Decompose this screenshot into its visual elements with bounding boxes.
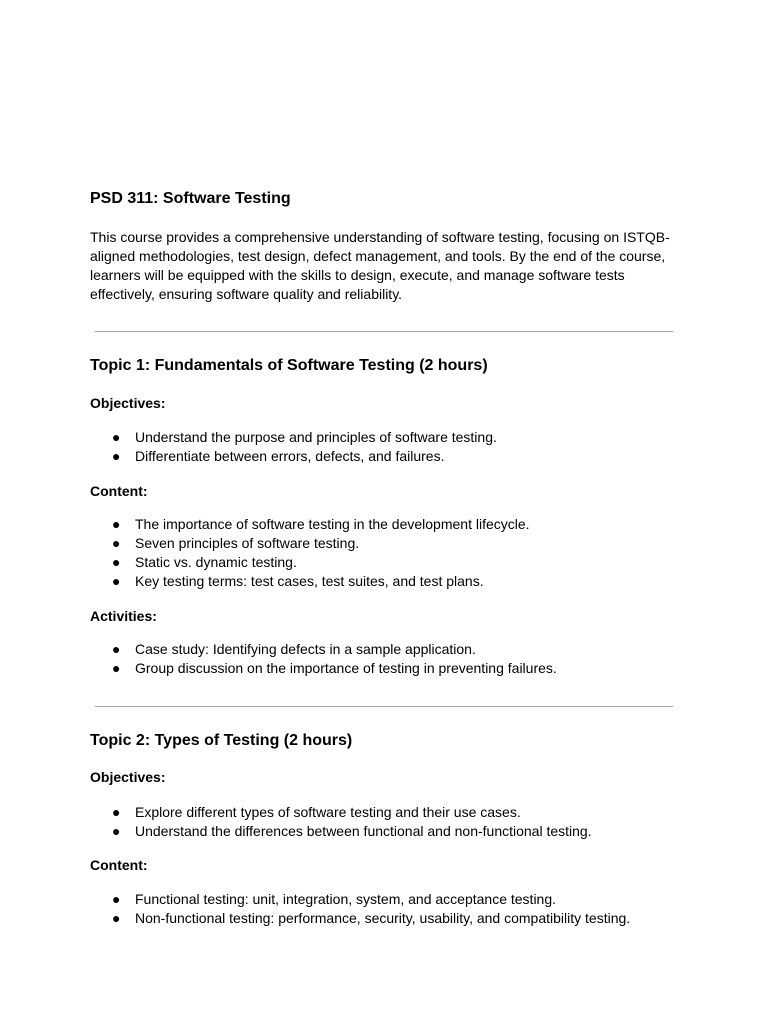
topic-2-title: Topic 2: Types of Testing (2 hours) (90, 732, 353, 749)
bullet-icon: ● (112, 823, 121, 839)
topic-2-objectives-list (90, 803, 592, 841)
list-item: ● Non-functional testing: performance, security, usability, and compatibility testing. (112, 910, 631, 926)
bullet-icon: ● (112, 448, 121, 464)
bullet-icon: ● (112, 660, 121, 676)
bullet-icon: ● (112, 573, 121, 589)
list-item: ● Group discussion on the importance of testing in preventing failures. (112, 660, 557, 676)
topic-1-title: Topic 1: Fundamentals of Software Testing (2 hours) (90, 357, 488, 374)
bullet-icon: ● (112, 535, 121, 551)
list-item: ● Understand the differences between functional and non-functional testing. (112, 823, 592, 839)
bullet-icon: ● (112, 516, 121, 532)
list-item: ● Functional testing: unit, integration, system, and acceptance testing. (112, 891, 557, 907)
topic-1-activities-label: Activities: (90, 608, 157, 624)
list-item: ● The importance of software testing in the development lifecycle. (112, 516, 530, 532)
list-item: ● Case study: Identifying defects in a sample application. (112, 641, 476, 657)
topic-1-content-list (90, 515, 530, 591)
course-description: This course provides a comprehensive understanding of software testing, focusing on ISTQB-aligned methodologies, test design, defect management, and tools. By the end of the course, learners will be equipped with the skills to design, execute, and manage software tests effectively, ensuring software quality and reliability. (90, 229, 670, 302)
list-item: ● Differentiate between errors, defects, and failures. (112, 448, 445, 464)
bullet-icon: ● (112, 554, 121, 570)
list-item: ● Key testing terms: test cases, test suites, and test plans. (112, 573, 484, 589)
course-title: PSD 311: Software Testing (90, 190, 291, 207)
list-item: ● Static vs. dynamic testing. (112, 554, 297, 570)
bullet-icon: ● (112, 804, 121, 820)
bullet-icon: ● (112, 641, 121, 657)
bullet-icon: ● (112, 891, 121, 907)
topic-2-content-label: Content: (90, 857, 148, 873)
topic-1-objectives-label: Objectives: (90, 395, 166, 411)
bullet-icon: ● (112, 429, 121, 445)
list-item: ● Explore different types of software testing and their use cases. (112, 804, 521, 820)
list-item: ● Seven principles of software testing. (112, 535, 360, 551)
topic-1-objectives-list (90, 428, 497, 466)
divider (95, 331, 673, 332)
list-item: ● Understand the purpose and principles of software testing. (112, 429, 497, 445)
topic-1-content-label: Content: (90, 483, 148, 499)
topic-2-content-list (90, 890, 630, 928)
topic-2-objectives-label: Objectives: (90, 769, 166, 785)
topic-1-activities-list (90, 640, 557, 678)
bullet-icon: ● (112, 910, 121, 926)
divider (95, 706, 673, 707)
